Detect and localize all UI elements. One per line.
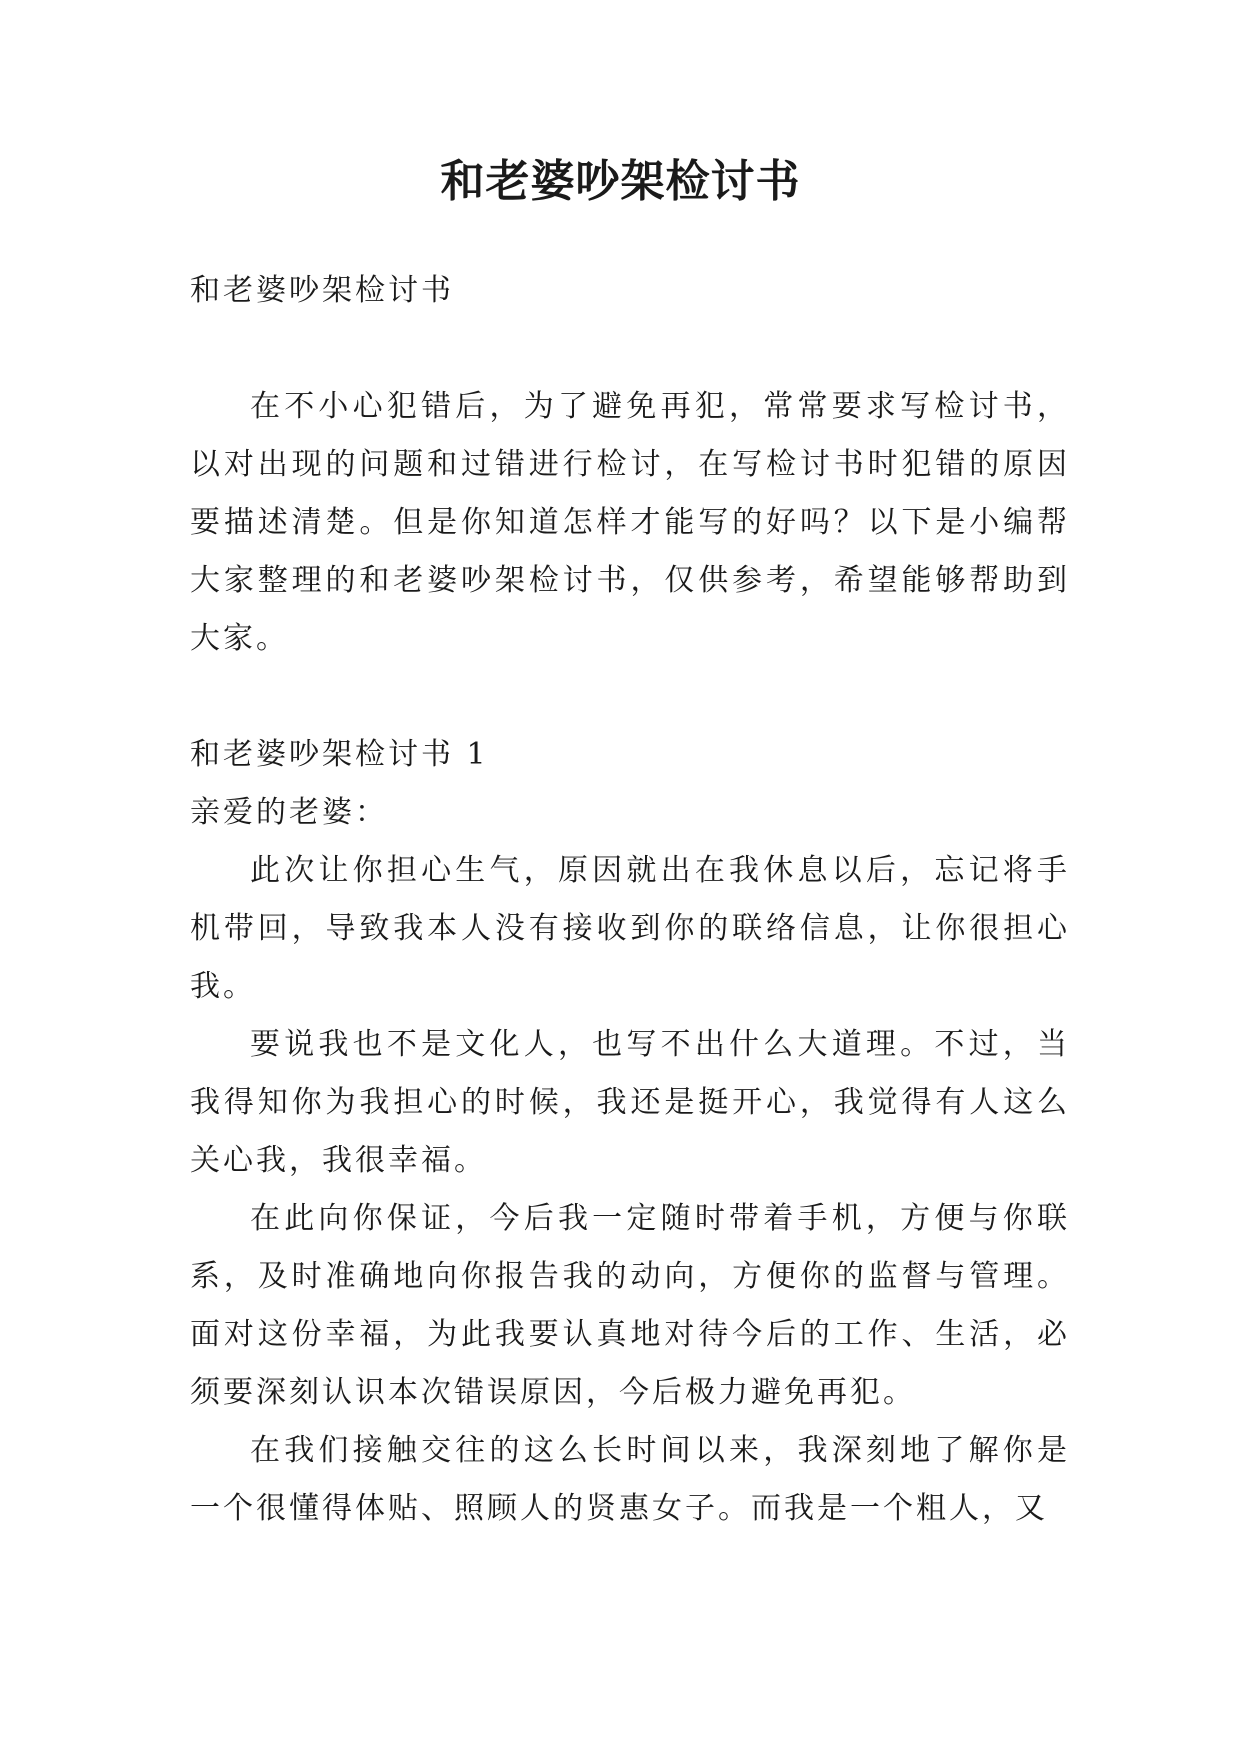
- document-title: 和老婆吵架检讨书: [440, 156, 801, 207]
- intro-paragraph: 在不小心犯错后，为了避免再犯，常常要求写检讨书，以对出现的问题和过错进行检讨，在写检讨书时犯错的原因要描述清楚。但是你知道怎样才能写的好吗？以下是小编帮大家整理的和老婆吵架检讨书，仅供参考，希望能够帮助到大家。: [190, 389, 1070, 656]
- body-paragraph: 此次让你担心生气，原因就出在我休息以后，忘记将手机带回，导致我本人没有接收到你的联络信息，让你很担心我。: [190, 853, 1070, 1004]
- section-heading: 和老婆吵架检讨书 1: [190, 737, 489, 772]
- document-subtitle: 和老婆吵架检讨书: [190, 273, 454, 308]
- document-body: [190, 262, 1070, 1538]
- body-paragraph: 要说我也不是文化人，也写不出什么大道理。不过，当我得知你为我担心的时候，我还是挺开心，我觉得有人这么关心我，我很幸福。: [190, 1027, 1070, 1178]
- body-paragraph: 在我们接触交往的这么长时间以来，我深刻地了解你是一个很懂得体贴、照顾人的贤惠女子。而我是一个粗人，又: [190, 1433, 1070, 1526]
- body-paragraph: 在此向你保证，今后我一定随时带着手机，方便与你联系，及时准确地向你报告我的动向，方便你的监督与管理。面对这份幸福，为此我要认真地对待今后的工作、生活，必须要深刻认识本次错误原因，今后极力避免再犯。: [190, 1201, 1070, 1410]
- spacer: [190, 668, 1070, 726]
- salutation: 亲爱的老婆：: [190, 795, 388, 830]
- spacer: [190, 320, 1070, 378]
